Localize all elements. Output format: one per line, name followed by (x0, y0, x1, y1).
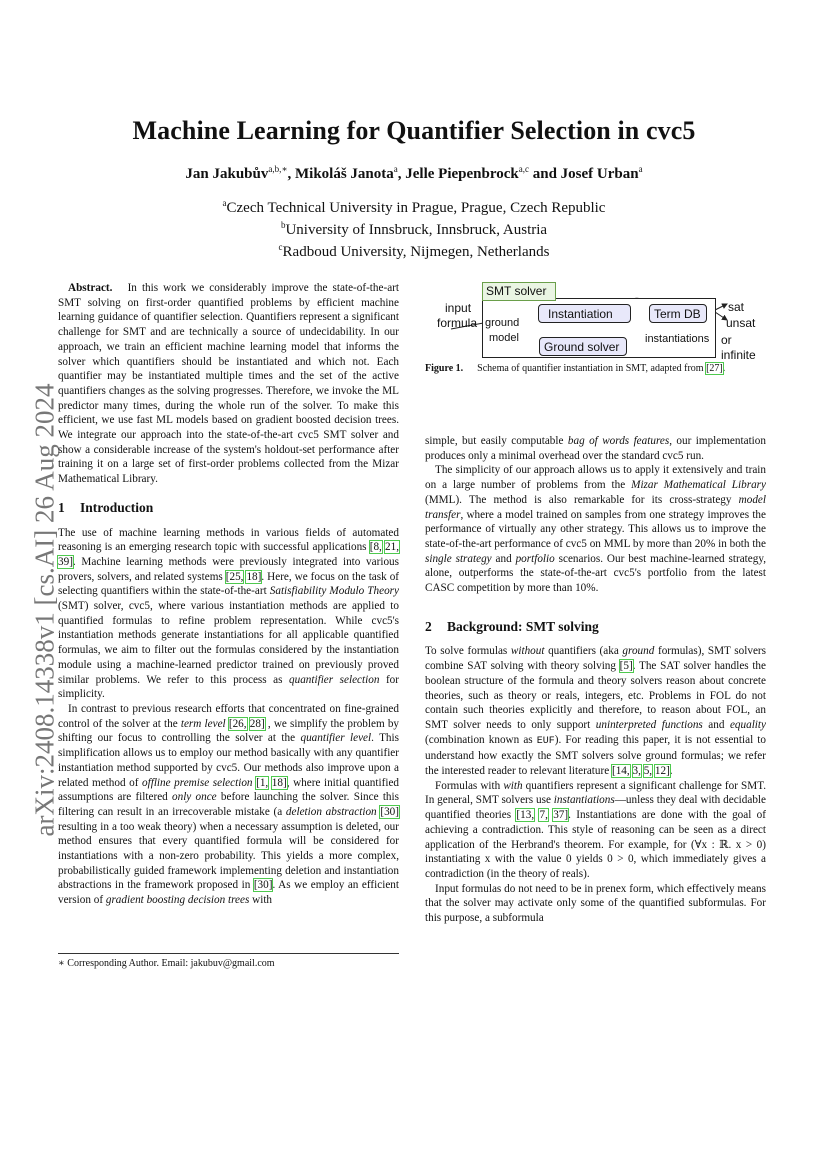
citation-link[interactable]: [13, (516, 809, 535, 822)
author-list: Jan Jakubův$^{a,b,∗}$, Mikoláš Janota$^a$, Jelle Piepenbrock$^{a,c}$ and Josef Urban$^a$ (185, 164, 643, 182)
citation-link[interactable]: 18] (271, 776, 287, 789)
citation-link[interactable]: 12] (654, 765, 670, 778)
background-paragraph-2: Formulas with with quantifiers represent a significant challenge for SMT. In general, SMT solvers use instantiations—unless they deal with decidable quantified theories [13, 7, 37]. Instantiations are done with the goal of achieving a contradiction. This style of reasoning can be seen as a direct application of the Herbrand's theorem. For example, for (∀x : ℝ. x > 0) instantiating x with the value 0 yields 0 > 0, which immediately gives a contradiction (in the theory of reals). (425, 779, 767, 880)
footnote-rule (58, 953, 399, 954)
model-label: model (489, 332, 519, 344)
author-name: Mikoláš Janota (295, 166, 394, 182)
arxiv-identifier[interactable]: arXiv:2408.14338v1 [cs.AI] 26 Aug 2024 (29, 383, 60, 837)
caption-label: Figure 1. (425, 363, 464, 374)
caption-text: Schema of quantifier instantiation in SMT, adapted from (477, 363, 707, 374)
background-paragraph-1: To solve formulas without quantifiers (aka ground formulas), SMT solvers combine SAT solving with theory solving [5]. The SAT solver handles the boolean structure of the formula and theory solvers reason about concrete theories, such as theory or reals, integers, etc. Problems in FOL do not contain such theories explicitly and therefore, to reason about FOL, an SMT solver needs to only support uninterpreted functions and equality (combination known as EUF). For reading this paper, it is not essential to understand how exactly the SMT solvers solve ground formulas; we refer the interested reader to relevant literature [14, 3, 5, 12]. (425, 645, 766, 778)
citation-link[interactable]: [26, (228, 717, 247, 730)
instantiation-label: Instantiation (548, 307, 613, 321)
citation-link[interactable]: 28] (249, 717, 265, 730)
citation-link[interactable]: [5] (619, 660, 633, 673)
citation-link[interactable]: [25, (225, 570, 244, 583)
section-number: 1 (58, 499, 65, 515)
abstract-label: Abstract. (68, 282, 113, 294)
right-column (425, 434, 766, 926)
or-label: or (721, 333, 732, 347)
authors-and: and (532, 166, 557, 182)
ground-label: ground (485, 317, 520, 329)
citation-link[interactable]: 18] (246, 570, 262, 583)
citation-link[interactable]: [1, (256, 776, 269, 789)
author-name: Jelle Piepenbrock (405, 166, 519, 182)
formula-label: formula (437, 316, 478, 330)
citation-link[interactable]: [14, (611, 765, 630, 778)
author-affil-sup: a (638, 164, 643, 174)
sat-arrow (715, 304, 727, 310)
citation-link[interactable]: [8, (369, 541, 382, 554)
background-paragraph-3: Input formulas do not need to be in prenex form, which effectively means that the solver may activate only some of the quantified subformulas. For this purpose, a subformula (425, 882, 766, 925)
affil-sup: b (280, 220, 286, 230)
infinite-label: infinite (721, 348, 756, 362)
citation-link[interactable]: 39] (58, 555, 73, 568)
affiliation (0, 217, 828, 239)
section-title: Introduction (80, 499, 154, 515)
figure-1-schema (433, 280, 773, 362)
section-title: Background: SMT solving (447, 618, 599, 634)
input-label: input (445, 301, 472, 315)
author-affil-sup: a,b,∗ (268, 164, 288, 174)
citation-link[interactable]: [30] (253, 879, 273, 892)
paper-title: Machine Learning for Quantifier Selection in cvc5 (132, 116, 696, 145)
left-column (58, 281, 399, 908)
intro-paragraph-4: The simplicity of our approach allows us to apply it extensively and train on a large number of problems from the Mizar Mathematical Library (MML). The method is also remarkable for its cross-strategy model transfer, where a model trained on samples from one strategy improves the performance of virtually any other strategy. This allows us to improve the state-of-the-art performance of cvc5 on MML by more than 20% in both the single strategy and portfolio scenarios. Our best machine-learned strategy, alone, outperforms the state-of-the-art cvc5's portfolio from the latest CASC competition by more than 10%. (425, 464, 766, 595)
affiliation (0, 195, 828, 217)
author-affil-sup: a,c (518, 164, 529, 174)
author-name: Jan Jakubův (185, 166, 269, 182)
abstract (58, 281, 399, 487)
section-heading-introduction (58, 501, 399, 516)
affil-sup: c (278, 242, 283, 252)
affil-text: University of Innsbruck, Innsbruck, Austria (285, 222, 548, 238)
citation-link[interactable]: 3, (632, 765, 641, 778)
ground-solver-label: Ground solver (544, 340, 620, 354)
intro-paragraph-3: simple, but easily computable bag of words features, our implementation produces only a minimal overhead over the standard cvc5 run. (425, 435, 766, 462)
affil-sup: a (222, 198, 227, 208)
section-heading-background (425, 620, 766, 635)
abstract-text: In this work we considerably improve the state-of-the-art SMT solving on first-order quantified problems by efficient machine learning guidance of quantifier selection. Quantifiers represent a significant challenge for SMT and are technically a source of undecidability. In our approach, we train an efficient machine learning model that informs the solver which quantifiers should be instantiated and which not. Each quantifier may be instantiated multiple times and the set of the active quantifiers changes as the solving progresses. Therefore, we invoke the ML predictor many times, during the whole run of the solver. To make this efficient, we use fast ML models based on gradient boosted decision trees. We integrate our approach into the state-of-the-art cvc5 SMT solver and show a considerable increase of the system's holdout-set performance after training it on a large set of first-order problems collected from the Mizar Mathematical Library. (58, 282, 399, 486)
affil-text: Radboud University, Nijmegen, Netherlands (282, 244, 550, 260)
term-db-label: Term DB (654, 307, 701, 321)
citation-link[interactable]: 37] (553, 809, 569, 822)
sat-label: sat (728, 300, 745, 314)
citation-link[interactable]: [27] (706, 363, 723, 374)
author-affil-sup: a (393, 164, 398, 174)
smt-solver-label: SMT solver (486, 284, 547, 298)
citation-link[interactable]: 5, (643, 765, 653, 778)
citation-link[interactable]: [30] (380, 805, 399, 818)
affil-text: Czech Technical University in Prague, Prague, Czech Republic (226, 200, 606, 216)
instantiations-label: instantiations (645, 333, 710, 345)
author-name: Josef Urban (560, 166, 639, 182)
intro-paragraph-2: In contrast to previous research efforts that concentrated on fine-grained control of the solver at the term level [26, 28] , we simplify the problem by shifting our focus to controlling the solver at the quantifier level. This simplification allows us to employ our method basically with any quantifier instantiation method supported by cvc5. Our methods also improve upon a related method of offline premise selection [1, 18], where initial quantified assumptions are filtered only once before launching the solver. Since this filtering can result in an irrecoverable mistake (a deletion abstraction [30] resulting in a too weak theory) when a necessary assumption is deleted, our method ensures that every quantified formula will be considered for instantiations with a non-zero probability. This yields a more complex, probabilistically guided framework implementing deletion and instantiation abstractions in the framework proposed in [30]. As we employ an efficient version of gradient boosting decision trees with (58, 702, 400, 907)
affiliation (0, 239, 828, 261)
citation-link[interactable]: 7, (539, 809, 548, 822)
euf-code: EUF (536, 735, 555, 747)
intro-paragraph-1: The use of machine learning methods in various fields of automated reasoning is an emerging research topic with successful applications [8, 21, 39]. Machine learning methods were previously integrated into various provers, solvers, and related systems [25, 18]. Here, we focus on the task of selecting quantifiers within the state-of-the-art Satisfiability Modulo Theory (SMT) solver, cvc5, where various instantiation methods are applied to quantified formulas to refine problem representation. While cvc5's instantiation methods generate instantiations for all applicable quantified formulas, we aim to filter out the formulas considered by the instantiation module using a machine-learned predictor trained on previously proved similar problems. We refer to this process as quantifier selection for simplicity. (58, 526, 400, 701)
section-number: 2 (425, 618, 432, 634)
footnote: ∗ Corresponding Author. Email: jakubuv@gmail.com (58, 958, 275, 969)
citation-link[interactable]: 21, (385, 541, 400, 554)
unsat-label: unsat (726, 316, 756, 330)
figure-caption: Figure 1. Schema of quantifier instantiation in SMT, adapted from [27]. (425, 363, 726, 374)
affiliations (0, 195, 828, 261)
